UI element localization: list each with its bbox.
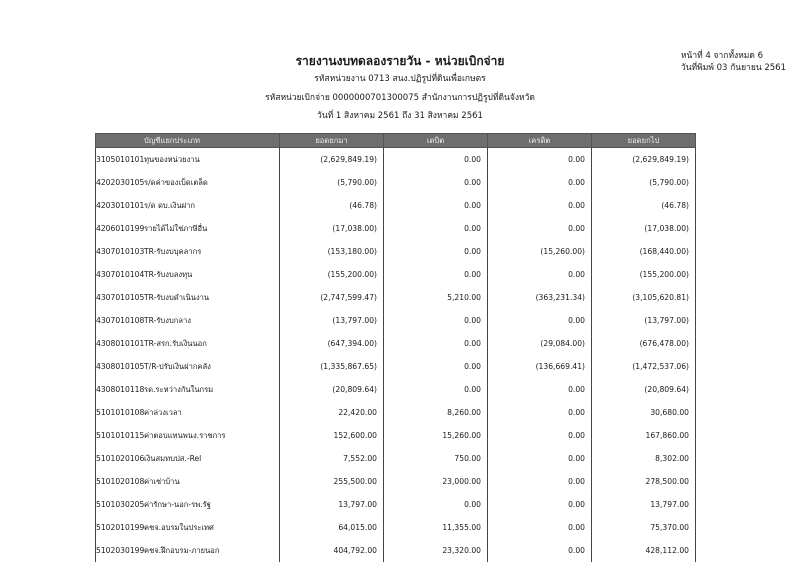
debit-cell: 15,260.00 — [384, 424, 488, 447]
debit-cell: 0.00 — [384, 493, 488, 516]
table-row — [96, 240, 696, 263]
account-code: 4307010105 — [96, 292, 145, 302]
brought-forward-cell: 22,420.00 — [280, 401, 384, 424]
debit-cell: 0.00 — [384, 148, 488, 172]
credit-cell: 0.00 — [488, 171, 592, 194]
carried-forward-cell: 75,370.00 — [592, 516, 696, 539]
account-cell — [96, 447, 280, 470]
column-header-credit: เครดิต — [488, 134, 592, 148]
carried-forward-cell: (17,038.00) — [592, 217, 696, 240]
table-row — [96, 401, 696, 424]
account-cell — [96, 332, 280, 355]
account-cell — [96, 309, 280, 332]
brought-forward-cell: 7,552.00 — [280, 447, 384, 470]
account-name: รด.ระหว่างกันในกรม — [144, 384, 214, 394]
carried-forward-cell: (676,478.00) — [592, 332, 696, 355]
account-name: TR-รับงบลงทุน — [144, 269, 193, 279]
page-number: หน้าที่ 4 จากทั้งหมด 6 — [680, 51, 764, 61]
account-name: TR-สรก.รับเงินนอก — [144, 338, 207, 348]
carried-forward-cell: (2,629,849.19) — [592, 148, 696, 172]
credit-cell: (363,231.34) — [488, 286, 592, 309]
debit-cell: 0.00 — [384, 378, 488, 401]
table-row — [96, 470, 696, 493]
account-name: ค่าเช่าบ้าน — [144, 476, 180, 486]
account-code: 4308010105 — [96, 361, 145, 371]
table-row — [96, 194, 696, 217]
account-name: เงินสมทบปส.-Rel — [144, 453, 202, 463]
debit-cell: 0.00 — [384, 355, 488, 378]
credit-cell: 0.00 — [488, 401, 592, 424]
column-header-carried-forward: ยอดยกไป — [592, 134, 696, 148]
brought-forward-cell: (2,629,849.19) — [280, 148, 384, 172]
account-cell — [96, 286, 280, 309]
account-code: 4206010199 — [96, 223, 145, 233]
brought-forward-cell: (2,747,599.47) — [280, 286, 384, 309]
credit-cell: 0.00 — [488, 263, 592, 286]
carried-forward-cell: 30,680.00 — [592, 401, 696, 424]
credit-cell: (136,669.41) — [488, 355, 592, 378]
table-row — [96, 516, 696, 539]
account-cell — [96, 493, 280, 516]
debit-cell: 23,000.00 — [384, 470, 488, 493]
debit-cell: 23,320.00 — [384, 539, 488, 562]
carried-forward-cell: 8,302.00 — [592, 447, 696, 470]
account-code: 4307010108 — [96, 315, 145, 325]
table-row — [96, 217, 696, 240]
carried-forward-cell: (155,200.00) — [592, 263, 696, 286]
debit-cell: 0.00 — [384, 240, 488, 263]
carried-forward-cell: (20,809.64) — [592, 378, 696, 401]
carried-forward-cell: 13,797.00 — [592, 493, 696, 516]
account-code: 5101020108 — [96, 476, 145, 486]
credit-cell: 0.00 — [488, 470, 592, 493]
column-header-debit: เดบิต — [384, 134, 488, 148]
account-name: ค่าตอบแทนพนง.ราชการ — [144, 430, 226, 440]
table-row — [96, 148, 696, 172]
account-cell — [96, 148, 280, 172]
carried-forward-cell: (3,105,620.81) — [592, 286, 696, 309]
brought-forward-cell: (155,200.00) — [280, 263, 384, 286]
debit-cell: 0.00 — [384, 332, 488, 355]
agency-line: รหัสหน่วยงาน 0713 สนง.ปฏิรูปที่ดินเพื่อเกษตร — [314, 74, 486, 84]
debit-cell: 0.00 — [384, 171, 488, 194]
table-body — [96, 148, 696, 563]
brought-forward-cell: (46.78) — [280, 194, 384, 217]
debit-cell: 0.00 — [384, 194, 488, 217]
account-name: คชจ.ฝึกอบรม-ภายนอก — [144, 545, 220, 555]
table-header-row — [96, 134, 696, 148]
brought-forward-cell: 152,600.00 — [280, 424, 384, 447]
table-row — [96, 424, 696, 447]
credit-cell: 0.00 — [488, 539, 592, 562]
account-name: TR-รับงบดำเนินงาน — [144, 292, 210, 302]
table-row — [96, 355, 696, 378]
debit-cell: 11,355.00 — [384, 516, 488, 539]
carried-forward-cell: 428,112.00 — [592, 539, 696, 562]
account-code: 4307010104 — [96, 269, 145, 279]
report-title: รายงานงบทดลองรายวัน - หน่วยเบิกจ่าย — [295, 54, 505, 68]
credit-cell: 0.00 — [488, 309, 592, 332]
credit-cell: 0.00 — [488, 447, 592, 470]
print-date: วันที่พิมพ์ 03 กันยายน 2561 — [680, 63, 786, 73]
account-code: 4307010103 — [96, 246, 145, 256]
credit-cell: 0.00 — [488, 378, 592, 401]
account-name: ค่าล่วงเวลา — [144, 407, 182, 417]
credit-cell: 0.00 — [488, 217, 592, 240]
column-header-brought-forward: ยอดยกมา — [280, 134, 384, 148]
account-name: ค่ารักษา-นอก-รพ.รัฐ — [144, 499, 211, 509]
account-name: รายได้ไม่ใช่ภาษีอื่น — [144, 223, 208, 233]
debit-cell: 5,210.00 — [384, 286, 488, 309]
table-row — [96, 286, 696, 309]
carried-forward-cell: 167,860.00 — [592, 424, 696, 447]
table-row — [96, 309, 696, 332]
account-cell — [96, 378, 280, 401]
brought-forward-cell: (5,790.00) — [280, 171, 384, 194]
credit-cell: (29,084.00) — [488, 332, 592, 355]
account-cell — [96, 401, 280, 424]
brought-forward-cell: (13,797.00) — [280, 309, 384, 332]
credit-cell: 0.00 — [488, 194, 592, 217]
credit-cell: 0.00 — [488, 493, 592, 516]
trial-balance-table — [95, 133, 696, 562]
carried-forward-cell: (5,790.00) — [592, 171, 696, 194]
account-name: T/R-ปรับเงินฝากคลัง — [144, 361, 211, 371]
account-cell — [96, 424, 280, 447]
account-name: TR-รับงบกลาง — [144, 315, 191, 325]
account-code: 4203010101 — [96, 200, 145, 210]
brought-forward-cell: 64,015.00 — [280, 516, 384, 539]
disbursement-unit-line: รหัสหน่วยเบิกจ่าย 0000000701300075 สำนักงานการปฏิรูปที่ดินจังหวัด — [265, 93, 535, 103]
table-row — [96, 171, 696, 194]
account-cell — [96, 194, 280, 217]
debit-cell: 0.00 — [384, 309, 488, 332]
credit-cell: 0.00 — [488, 424, 592, 447]
table-row — [96, 539, 696, 562]
debit-cell: 8,260.00 — [384, 401, 488, 424]
account-cell — [96, 539, 280, 562]
debit-cell: 0.00 — [384, 263, 488, 286]
carried-forward-cell: (168,440.00) — [592, 240, 696, 263]
account-cell — [96, 470, 280, 493]
credit-cell: 0.00 — [488, 516, 592, 539]
account-code: 4202030105 — [96, 177, 145, 187]
debit-cell: 750.00 — [384, 447, 488, 470]
column-header-account: บัญชีแยกประเภท — [96, 134, 280, 148]
account-cell — [96, 240, 280, 263]
carried-forward-cell: (1,472,537.06) — [592, 355, 696, 378]
account-code: 4308010101 — [96, 338, 145, 348]
table-row — [96, 378, 696, 401]
carried-forward-cell: (46.78) — [592, 194, 696, 217]
account-code: 5101020106 — [96, 453, 145, 463]
account-code: 5102030199 — [96, 545, 145, 555]
account-code: 5101030205 — [96, 499, 145, 509]
brought-forward-cell: 404,792.00 — [280, 539, 384, 562]
brought-forward-cell: (1,335,867.65) — [280, 355, 384, 378]
brought-forward-cell: (647,394.00) — [280, 332, 384, 355]
account-cell — [96, 171, 280, 194]
brought-forward-cell: 13,797.00 — [280, 493, 384, 516]
account-name: TR-รับงบบุคลากร — [144, 246, 202, 256]
account-name: ทุนของหน่วยงาน — [144, 154, 200, 164]
brought-forward-cell: 255,500.00 — [280, 470, 384, 493]
account-code: 3105010101 — [96, 154, 145, 164]
account-cell — [96, 263, 280, 286]
account-name: คชจ.อบรมในประเทศ — [144, 522, 214, 532]
account-cell — [96, 217, 280, 240]
table-row — [96, 447, 696, 470]
credit-cell: 0.00 — [488, 148, 592, 172]
credit-cell: (15,260.00) — [488, 240, 592, 263]
carried-forward-cell: 278,500.00 — [592, 470, 696, 493]
brought-forward-cell: (20,809.64) — [280, 378, 384, 401]
brought-forward-cell: (153,180.00) — [280, 240, 384, 263]
account-cell — [96, 516, 280, 539]
carried-forward-cell: (13,797.00) — [592, 309, 696, 332]
account-code: 5102010199 — [96, 522, 145, 532]
table-row — [96, 263, 696, 286]
period-line: วันที่ 1 สิงหาคม 2561 ถึง 31 สิงหาคม 2561 — [317, 111, 483, 121]
account-name: ร/ด ดบ.เงินฝาก — [144, 200, 195, 210]
debit-cell: 0.00 — [384, 217, 488, 240]
account-code: 5101010115 — [96, 430, 145, 440]
account-cell — [96, 355, 280, 378]
account-code: 5101010108 — [96, 407, 145, 417]
account-code: 4308010118 — [96, 384, 145, 394]
account-name: ร/ดค่าของเบ็ดเตล็ด — [144, 177, 208, 187]
brought-forward-cell: (17,038.00) — [280, 217, 384, 240]
table-row — [96, 493, 696, 516]
table-row — [96, 332, 696, 355]
